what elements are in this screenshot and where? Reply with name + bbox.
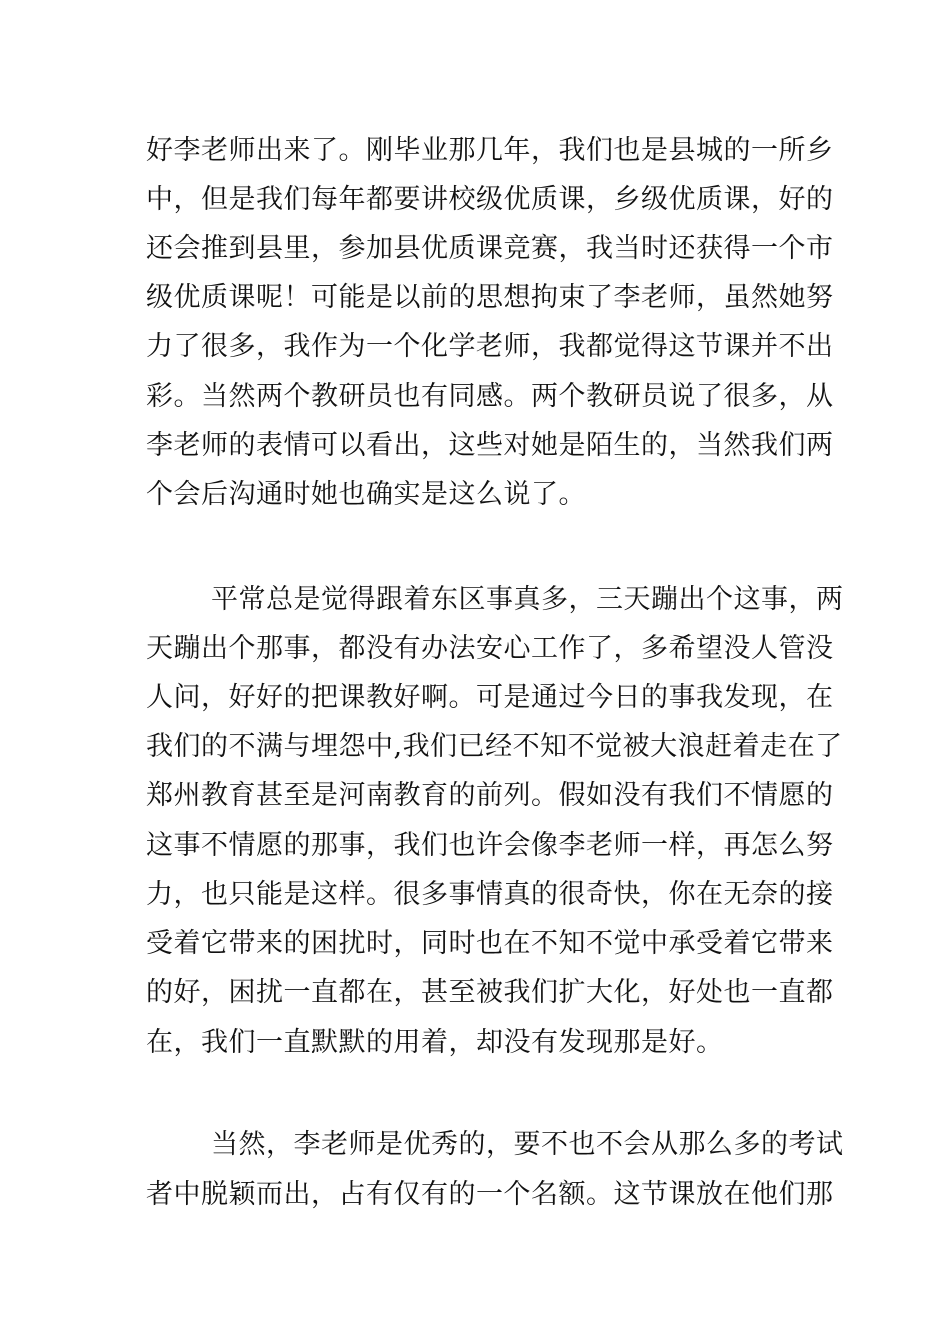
text-line: 力，也只能是这样。很多事情真的很奇快，你在无奈的接 <box>146 879 834 910</box>
text-line: 者中脱颖而出，占有仅有的一个名额。这节课放在他们那 <box>146 1179 834 1210</box>
text-line: 当然，李老师是优秀的，要不也不会从那么多的考试 <box>211 1129 844 1160</box>
text-line: 受着它带来的困扰时，同时也在不知不觉中承受着它带来 <box>146 928 834 959</box>
text-line: 力了很多，我作为一个化学老师，我都觉得这节课并不出 <box>146 331 834 362</box>
text-line: 还会推到县里，参加县优质课竞赛，我当时还获得一个市 <box>146 233 834 264</box>
text-line: 的好，困扰一直都在，甚至被我们扩大化，好处也一直都 <box>146 977 834 1008</box>
text-line: 在，我们一直默默的用着，却没有发现那是好。 <box>146 1027 724 1058</box>
text-line: 郑州教育甚至是河南教育的前列。假如没有我们不情愿的 <box>146 780 834 811</box>
text-line: 好李老师出来了。刚毕业那几年，我们也是县城的一所乡 <box>146 135 834 166</box>
text-line: 这事不情愿的那事，我们也许会像李老师一样，再怎么努 <box>146 830 834 861</box>
text-line: 平常总是觉得跟着东区事真多，三天蹦出个这事，两 <box>211 584 844 615</box>
text-line: 彩。当然两个教研员也有同感。两个教研员说了很多，从 <box>146 381 834 412</box>
text-line: 个会后沟通时她也确实是这么说了。 <box>146 479 586 510</box>
text-line: 天蹦出个那事，都没有办法安心工作了，多希望没人管没 <box>146 633 834 664</box>
text-line: 人问，好好的把课教好啊。可是通过今日的事我发现，在 <box>146 682 834 713</box>
text-line: 中，但是我们每年都要讲校级优质课，乡级优质课，好的 <box>146 184 834 215</box>
text-line: 级优质课呢！可能是以前的思想拘束了李老师，虽然她努 <box>146 282 834 313</box>
text-line: 我们的不满与埋怨中,我们已经不知不觉被大浪赶着走在了 <box>146 731 843 762</box>
text-line: 李老师的表情可以看出，这些对她是陌生的，当然我们两 <box>146 430 834 461</box>
